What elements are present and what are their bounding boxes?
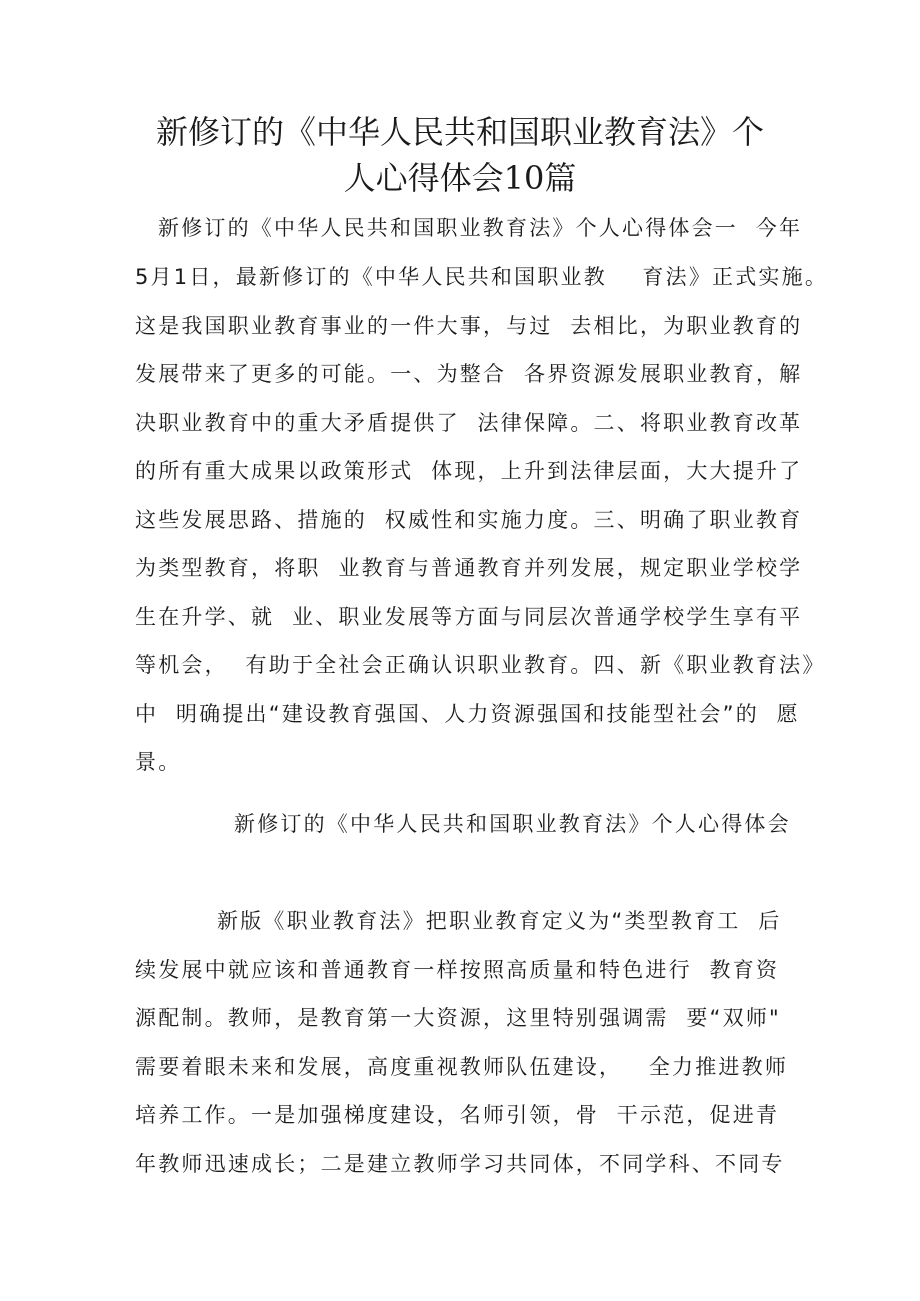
section1-line-3: 这是我国职业教育事业的一件大事，与过 去相比，为职业教育的 [135, 314, 803, 338]
section1-line-12: 景。 [135, 750, 182, 774]
section2-line-3: 源配制。教师，是教育第一大资源，这里特别强调需 要“双师" [135, 1006, 781, 1030]
section1-line-1: 新修订的《中华人民共和国职业教育法》个人心得体会一 今年 [158, 216, 803, 240]
section2-line-1: 新版《职业教育法》把职业教育定义为“类型教育工 后 [217, 909, 782, 933]
section1-line-11: 中 明确提出“建设教育强国、人力资源强国和技能型社会”的 愿 [135, 702, 800, 726]
section2-line-4: 需要着眼未来和发展，高度重视教师队伍建设， 全力推进教师 [135, 1055, 789, 1079]
section1-line-9: 生在升学、就 业、职业发展等方面与同层次普通学校学生享有平 [135, 605, 803, 629]
section1-line-4: 发展带来了更多的可能。一、为整合 各界资源发展职业教育，解 [135, 362, 803, 386]
document-title-line-1: 新修订的《中华人民共和国职业教育法》个 [155, 113, 764, 151]
section1-line-5: 决职业教育中的重大矛盾提供了 法律保障。二、将职业教育改革 [135, 411, 803, 435]
section1-line-8: 为类型教育，将职 业教育与普通教育并列发展，规定职业学校学 [135, 556, 803, 580]
section1-line-2: 5月1日，最新修订的《中华人民共和国职业教 育法》正式实施。 [135, 265, 829, 289]
document-title-line-2: 人心得体会10篇 [343, 159, 577, 197]
section1-line-7: 这些发展思路、措施的 权威性和实施力度。三、明确了职业教育 [135, 508, 803, 532]
section2-line-6: 年教师迅速成长；二是建立教师学习共同体，不同学科、不同专 [135, 1152, 785, 1176]
section2-line-2: 续发展中就应该和普通教育一样按照高质量和特色进行 教育资 [135, 958, 780, 982]
section2-line-5: 培养工作。一是加强梯度建设，名师引领，骨 干示范，促进青 [135, 1103, 780, 1127]
section1-line-10: 等机会， 有助于全社会正确认识职业教育。四、新《职业教育法》 [135, 653, 826, 677]
section1-line-6: 的所有重大成果以政策形式 体现，上升到法律层面，大大提升了 [135, 459, 803, 483]
section2-heading: 新修订的《中华人民共和国职业教育法》个人心得体会 [234, 812, 791, 836]
